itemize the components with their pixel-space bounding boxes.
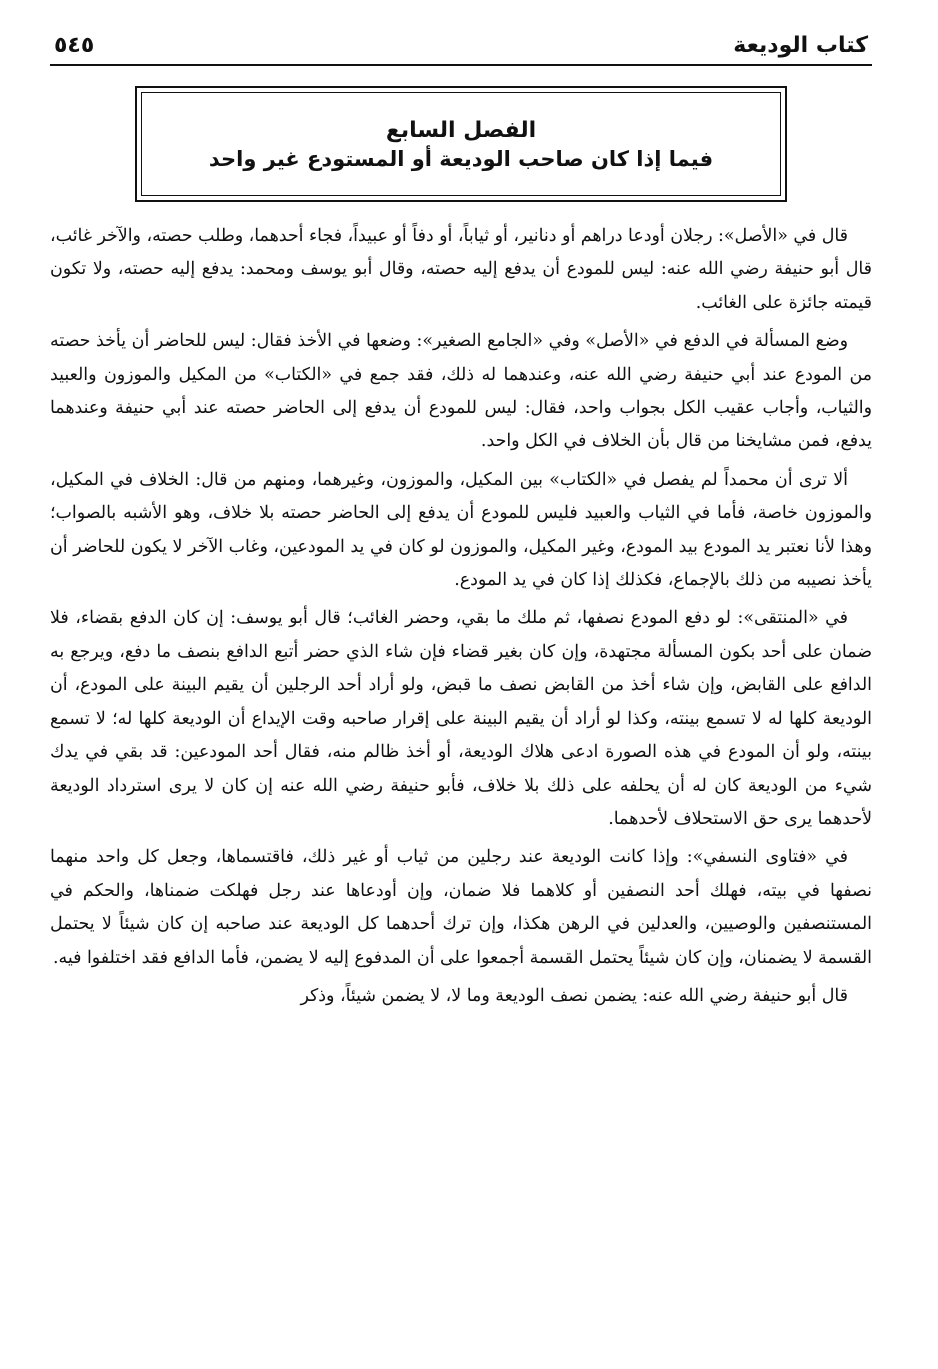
page-header xyxy=(50,18,872,66)
paragraph: قال في «الأصل»: رجلان أودعا دراهم أو دنانير، أو ثياباً، أو دفاً أو عبيداً، فجاء أحدهما، وطلب حصته، والآخر غائب، قال أبو حنيفة رضي الله عنه: ليس للمودع أن يدفع إليه حصته، وقال أبو يوسف ومحمد: يدفع إليه حصته، ولا تكون قيمته جائزة على الغائب. xyxy=(50,226,872,313)
paragraph: في «فتاوى النسفي»: وإذا كانت الوديعة عند رجلين من ثياب أو غير ذلك، فاقتسماها، وجعل كل واحد منهما نصفها في بيته، فهلك أحد النصفين أو كلاهما فلا ضمان، وإن أودعاها عند رجل فهلكت ضمناها، والحكم في المستنصفين والوصيين، والعدلين في الرهن هكذا، وإن ترك أحدهما كل الوديعة عند صاحبه إن كان شيئاً لا يحتمل القسمة لا يضمنان، وإن كان شيئاً يحتمل القسمة أجمعوا على أن المدفوع إليه لا يضمن، فأما الدافع فقد اختلفوا فيه. xyxy=(50,847,872,968)
body-text xyxy=(50,220,872,1013)
chapter-title: الفصل السابع xyxy=(385,117,537,143)
chapter-heading-box xyxy=(135,86,787,202)
paragraph: وضع المسألة في الدفع في «الأصل» وفي «الجامع الصغير»: وضعها في الأخذ فقال: ليس للحاضر أن يأخذ حصته من المودع عند أبي حنيفة رضي الله عنه، وعندهما له ذلك، فقد جمع في «الكتاب» من المكيل والموزون والعبيد والثياب، وأجاب عقيب الكل بجواب واحد، فقال: ليس للمودع أن يدفع إلى الحاضر حصته عند أبي حنيفة وعندهما يدفع، فمن مشايخنا من قال بأن الخلاف في الكل واحد. xyxy=(50,331,872,452)
chapter-heading-frame xyxy=(141,92,781,196)
page-number: ٥٤٥ xyxy=(54,33,95,58)
paragraph: في «المنتقى»: لو دفع المودع نصفها، ثم ملك ما بقي، وحضر الغائب؛ قال أبو يوسف: إن كان الدفع بقضاء، فلا ضمان على أحد بكون المسألة مجتهدة، وإن كان بغير قضاء فإن شاء الذي حضر أتبع الدافع بنصف ما دفع، ويرجع به الدافع على القابض، وإن شاء أخذ من القابض نصف ما قبض، ولو أراد أحد الرجلين أن يقيم البينة على المودع، أن الوديعة كلها له لا تسمع بينته، وكذا لو أراد أن يقيم البينة على إقرار صاحبه وقت الإيداع أن الوديعة كلها له؛ لا تسمع بينته، ولو أن المودع في هذه الصورة ادعى هلاك الوديعة، أو أخذ ظالم منه، فقال أحد المودعين: قد بقي في يدك شيء من الوديعة كان له أن يحلفه على ذلك بلا خلاف، فأبو حنيفة رضي الله عنه إن كان لا يرى استرداد الوديعة لأحدهما يرى حق الاستحلاف لأحدهما. xyxy=(50,608,872,829)
book-title: كتاب الوديعة xyxy=(733,33,868,58)
paragraph: ألا ترى أن محمداً لم يفصل في «الكتاب» بين المكيل، والموزون، وغيرهما، ومنهم من قال: الخلاف في المكيل، والموزون خاصة، فأما في الثياب والعبيد فليس للمودع أن يدفع إلى الحاضر حصته بلا خلاف، وهو الأشبه بالصواب؛ وهذا لأنا نعتبر يد المودع بيد المودع، وغير المكيل، والموزون لو كان في يد المودعين، وغاب الآخر لا يكون للحاضر أن يأخذ نصيبه من ذلك بالإجماع، فكذلك إذا كان في يد المودع. xyxy=(50,469,872,591)
paragraph: قال أبو حنيفة رضي الله عنه: يضمن نصف الوديعة وما لا، لا يضمن شيئاً، وذكر xyxy=(300,985,848,1006)
chapter-subtitle: فيما إذا كان صاحب الوديعة أو المستودع غير واحد xyxy=(208,146,714,171)
book-page xyxy=(50,18,872,1358)
